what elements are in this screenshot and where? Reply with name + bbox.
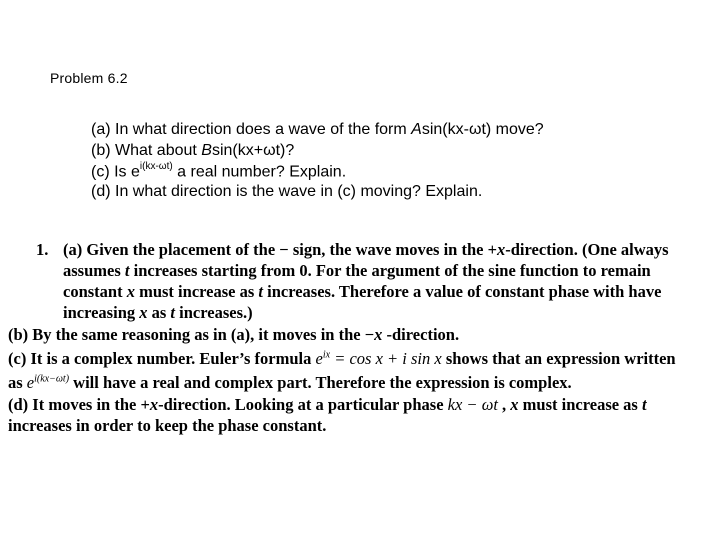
answer-c-line-2: [8, 373, 572, 393]
question-b: [91, 142, 294, 160]
question-c-post: a real number? Explain.: [172, 163, 347, 181]
question-b-post: t)?: [275, 142, 295, 159]
question-b-pre: (b) What about: [91, 142, 202, 159]
question-a-amplitude: A: [411, 121, 422, 138]
answer-a-line-2-post: increases starting from 0. For the argument of the sine function to remain: [129, 261, 651, 280]
question-b-expr: sin(kx+: [211, 142, 264, 159]
answer-a-line-3: [63, 282, 661, 302]
answer-number: 1.: [36, 240, 49, 259]
answer-c-line-2-pre: as: [8, 373, 27, 392]
answer-d-line-2: increases in order to keep the phase constant.: [8, 416, 327, 435]
answer-a-line-3-pre: constant: [63, 282, 127, 301]
question-c-exponent: i(kx-ωt): [139, 161, 173, 172]
answer-d-line-1-x2: x: [510, 395, 519, 414]
complex-exponential: [27, 373, 69, 392]
euler-formula-rhs: = cos x + i sin x: [330, 349, 442, 368]
euler-formula: [316, 349, 442, 368]
answer-d-line-1: [8, 395, 647, 415]
answer-a-line-4-x: x: [139, 303, 148, 322]
answer-d-line-1-mid: -direction. Looking at a particular phase: [158, 395, 448, 414]
answer-a-line-1-x: x: [497, 240, 506, 259]
answer-a-line-4: [63, 303, 253, 323]
euler-formula-e: e: [315, 349, 323, 368]
answer-a-line-4-t: t: [170, 303, 176, 322]
question-a-expr: sin(kx-: [421, 121, 469, 138]
question-d: (d) In what direction is the wave in (c) moving? Explain.: [91, 183, 483, 200]
answer-d-line-1-end: must increase as: [518, 395, 642, 414]
answer-a-line-1: [63, 240, 669, 260]
question-c-pre: (c) Is e: [91, 163, 140, 181]
answer-c-line-2-post: will have a real and complex part. Therefore the expression is complex.: [69, 373, 572, 392]
answer-c-line-1-pre: (c) It is a complex number. Euler’s formula: [8, 349, 316, 368]
question-c: [91, 162, 346, 181]
answer-b-x: x: [374, 325, 383, 344]
answer-c-line-1: [8, 349, 676, 369]
answer-a-line-2-t: t: [124, 261, 130, 280]
problem-title: Problem 6.2: [50, 70, 128, 86]
question-b-omega: ω: [263, 142, 276, 159]
answer-a-line-3-post: increases. Therefore a value of constant phase with have: [263, 282, 662, 301]
answer-b-post: -direction.: [382, 325, 460, 344]
question-b-amplitude: B: [201, 142, 212, 159]
answer-a-line-4-mid: as: [147, 303, 171, 322]
complex-exponential-exponent: i(kx−ωt): [34, 373, 70, 385]
answer-a-line-2-pre: assumes: [63, 261, 125, 280]
answer-a-line-3-x: x: [126, 282, 135, 301]
answer-d-line-1-x: x: [149, 395, 159, 414]
answer-d-line-1-pre: (d) It moves in the +: [8, 395, 150, 414]
answer-a-line-2: [63, 261, 651, 281]
answer-a-line-1-post: -direction. (One always: [505, 240, 669, 259]
answer-d-line-1-t: t: [641, 395, 647, 414]
question-a-pre: (a) In what direction does a wave of the form: [91, 121, 412, 138]
answer-a-line-4-pre: increasing: [63, 303, 140, 322]
complex-exponential-e: e: [26, 373, 35, 392]
answer-a-line-4-post: increases.): [175, 303, 253, 322]
euler-formula-exponent: ix: [322, 349, 331, 361]
answer-a-line-1-pre: (a) Given the placement of the − sign, the wave moves in the +: [63, 240, 498, 259]
answer-a-line-3-mid: must increase as: [134, 282, 259, 301]
question-a-post: t) move?: [481, 121, 544, 138]
question-a: [91, 121, 544, 139]
answer-b-pre: (b) By the same reasoning as in (a), it moves in the −: [8, 325, 375, 344]
answer-c-line-1-post: shows that an expression written: [441, 349, 676, 368]
answer-a-line-3-t: t: [258, 282, 263, 301]
answer-d-line-1-post: ,: [497, 395, 511, 414]
phase-expression: kx − ωt: [447, 395, 498, 414]
question-a-omega: ω: [468, 121, 482, 138]
answer-b: [8, 325, 459, 345]
